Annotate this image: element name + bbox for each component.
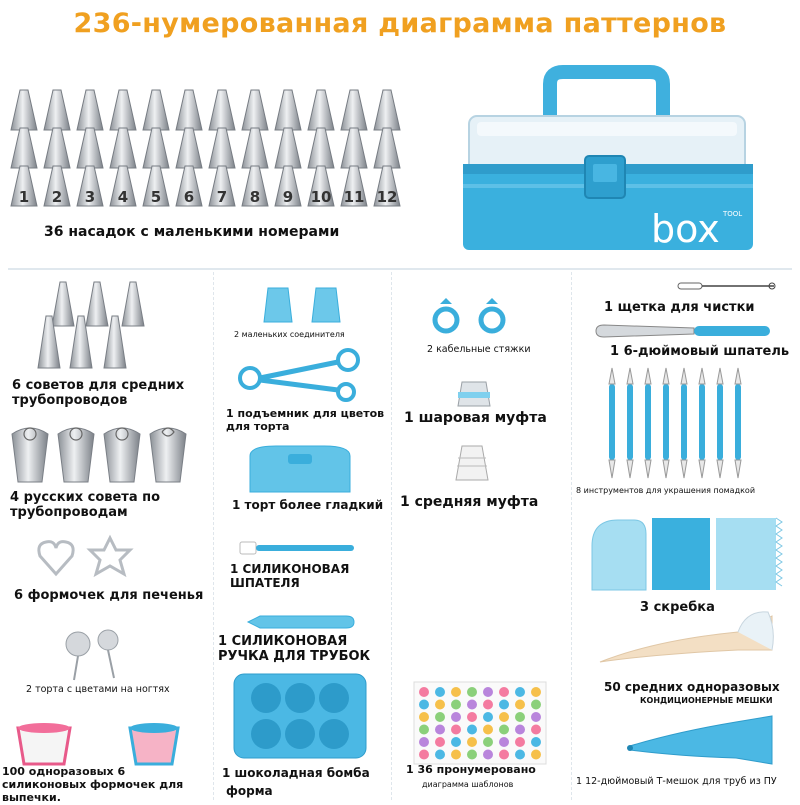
nozzle-number: 7 <box>216 188 228 206</box>
chocolate-bomb-mold-image <box>232 672 368 760</box>
pattern-dot <box>499 712 509 722</box>
pattern-chart-label-2: диаграмма шаблонов <box>422 780 514 789</box>
fondant-tool-icon <box>717 384 723 460</box>
pattern-dot <box>531 737 541 747</box>
pattern-dot <box>451 737 461 747</box>
cable-ties-image <box>432 296 512 336</box>
nozzle-number: 6 <box>183 188 195 206</box>
fondant-tool-tip <box>699 368 705 384</box>
chocolate-bomb-label: 1 шоколадная бомба <box>222 766 370 780</box>
disposable-bags-label-2: КОНДИЦИОНЕРНЫЕ МЕШКИ <box>640 696 773 705</box>
nozzle-number: 12 <box>376 188 398 206</box>
fondant-tool-tip <box>627 460 633 478</box>
scrapers-image <box>588 516 782 592</box>
pattern-dot <box>499 725 509 735</box>
silicone-spatula-image <box>238 538 358 558</box>
fondant-tool-tip <box>645 368 651 384</box>
section-divider <box>8 268 792 270</box>
pattern-dot <box>499 737 509 747</box>
pattern-dot <box>435 712 445 722</box>
piping-pen-label: 1 СИЛИКОНОВАЯ РУЧКА ДЛЯ ТРУБОК <box>218 634 371 665</box>
small-couplers-image <box>262 284 352 326</box>
medium-coupler-label: 1 средняя муфта <box>400 494 539 510</box>
spatula-image <box>594 322 774 340</box>
pattern-dot <box>451 700 461 710</box>
nozzle-number: 2 <box>51 188 63 206</box>
medium-tips-image <box>36 280 156 372</box>
pattern-dot <box>515 737 525 747</box>
piping-nozzle-icon <box>11 90 37 130</box>
piping-nozzle-icon <box>77 90 103 130</box>
piping-nozzle-icon <box>242 90 268 130</box>
column-divider <box>391 272 392 800</box>
baking-cups-image <box>10 720 190 766</box>
pattern-dot <box>515 725 525 735</box>
pattern-dot <box>467 700 477 710</box>
fondant-tool-tip <box>699 460 705 478</box>
nozzle-number: 3 <box>84 188 96 206</box>
pattern-dot <box>515 750 525 760</box>
piping-nozzle-icon <box>242 128 268 168</box>
pattern-dot <box>435 687 445 697</box>
piping-pen-image <box>246 612 356 632</box>
fondant-tool-tip <box>681 460 687 478</box>
pattern-dot <box>483 700 493 710</box>
russian-tips-label: 4 русских совета по трубопроводам <box>10 490 161 521</box>
piping-nozzles-image <box>8 88 418 208</box>
fondant-tool-tip <box>609 460 615 478</box>
medium-coupler-image <box>452 444 492 484</box>
nozzle-number: 8 <box>249 188 261 206</box>
fondant-tool-tip <box>681 368 687 384</box>
pattern-dot <box>451 725 461 735</box>
pattern-dot <box>531 750 541 760</box>
flower-lifter-image <box>236 348 366 402</box>
small-couplers-label: 2 маленьких соединителя <box>234 330 345 339</box>
fondant-tool-tip <box>663 368 669 384</box>
pattern-dot <box>467 687 477 697</box>
piping-nozzle-icon <box>44 90 70 130</box>
silicone-spatula-label: 1 СИЛИКОНОВАЯ ШПАТЕЛЯ <box>230 562 350 591</box>
flower-lifter-label: 1 подъемник для цветов для торта <box>226 407 385 433</box>
nozzle-number: 10 <box>310 188 332 206</box>
ball-coupler-image <box>454 378 494 410</box>
piping-nozzle-icon <box>308 128 334 168</box>
pattern-dot <box>483 750 493 760</box>
pattern-dot <box>419 750 429 760</box>
nozzle-number: 11 <box>343 188 365 206</box>
fondant-tool-icon <box>645 384 651 460</box>
disposable-bags-image <box>596 610 776 674</box>
pattern-dot <box>531 725 541 735</box>
russian-tips-image <box>8 422 204 484</box>
pattern-dot <box>467 725 477 735</box>
piping-nozzle-icon <box>341 90 367 130</box>
scrapers-label: 3 скребка <box>640 600 715 615</box>
pattern-chart-image <box>414 682 546 764</box>
cleaning-brush-label: 1 щетка для чистки <box>604 300 755 315</box>
pattern-dot <box>499 700 509 710</box>
flower-nails-image <box>60 630 130 680</box>
spatula-label: 1 6-дюймовый шпатель <box>610 344 790 359</box>
piping-nozzle-icon <box>176 128 202 168</box>
flower-nails-label: 2 торта с цветами на ногтях <box>26 684 170 695</box>
fondant-tool-tip <box>717 368 723 384</box>
fondant-tool-icon <box>609 384 615 460</box>
pattern-dot <box>531 687 541 697</box>
disposable-bags-label: 50 средних одноразовых <box>604 680 780 694</box>
medium-tips-label: 6 советов для средних трубопроводов <box>12 378 185 409</box>
pattern-dot <box>531 712 541 722</box>
fondant-tool-icon <box>699 384 705 460</box>
pattern-dot <box>419 687 429 697</box>
cleaning-brush-image <box>676 278 776 294</box>
piping-nozzle-icon <box>275 90 301 130</box>
pattern-dot <box>419 712 429 722</box>
pattern-dot <box>531 700 541 710</box>
piping-nozzle-icon <box>143 90 169 130</box>
piping-nozzle-icon <box>209 90 235 130</box>
pattern-dot <box>419 737 429 747</box>
nozzle-number: 1 <box>18 188 30 206</box>
pattern-dot <box>451 750 461 760</box>
pattern-dot <box>499 750 509 760</box>
cookie-cutters-label: 6 формочек для печенья <box>14 588 204 603</box>
fondant-tool-icon <box>663 384 669 460</box>
pattern-dot <box>451 712 461 722</box>
cookie-cutters-image <box>36 534 146 580</box>
chocolate-bomb-label-2: форма <box>226 784 273 798</box>
nozzle-number: 5 <box>150 188 162 206</box>
pattern-dot <box>419 700 429 710</box>
fondant-tool-icon <box>681 384 687 460</box>
piping-nozzle-icon <box>77 128 103 168</box>
piping-nozzle-icon <box>308 90 334 130</box>
fondant-tools-image <box>604 364 750 482</box>
fondant-tool-tip <box>627 368 633 384</box>
pattern-dot <box>515 712 525 722</box>
piping-nozzle-icon <box>341 128 367 168</box>
piping-nozzle-icon <box>176 90 202 130</box>
fondant-tools-label: 8 инструментов для украшения помадкой <box>576 486 756 495</box>
pattern-dot <box>483 712 493 722</box>
fondant-tool-icon <box>627 384 633 460</box>
cake-smoother-image <box>246 442 354 494</box>
nozzle-number: 4 <box>117 188 129 206</box>
pattern-dot <box>515 687 525 697</box>
fondant-tool-tip <box>663 460 669 478</box>
fondant-tool-tip <box>735 368 741 384</box>
piping-nozzle-icon <box>374 90 400 130</box>
ball-coupler-label: 1 шаровая муфта <box>404 410 547 426</box>
piping-nozzle-icon <box>110 90 136 130</box>
piping-nozzle-icon <box>209 128 235 168</box>
page-title: 236-нумерованная диаграмма паттернов <box>73 8 727 39</box>
pattern-dot <box>499 687 509 697</box>
pattern-dot <box>435 737 445 747</box>
pattern-dot <box>483 725 493 735</box>
pattern-dot <box>451 687 461 697</box>
piping-nozzle-icon <box>374 128 400 168</box>
pattern-chart-label: 1 36 пронумеровано <box>406 763 536 776</box>
cake-smoother-label: 1 торт более гладкий <box>232 498 384 512</box>
nozzles-caption: 36 насадок с маленькими номерами <box>44 224 340 240</box>
pu-bag-image <box>626 712 776 768</box>
pattern-dot <box>515 700 525 710</box>
piping-nozzle-icon <box>143 128 169 168</box>
pu-bag-label: 1 12-дюймовый Т-мешок для труб из ПУ <box>576 776 777 787</box>
pattern-dot <box>435 725 445 735</box>
fondant-tool-icon <box>735 384 741 460</box>
pattern-dot <box>483 737 493 747</box>
pattern-dot <box>435 750 445 760</box>
piping-nozzle-icon <box>110 128 136 168</box>
pattern-dot <box>419 725 429 735</box>
pattern-dot <box>467 712 477 722</box>
cable-ties-label: 2 кабельные стяжки <box>427 344 531 355</box>
fondant-tool-tip <box>717 460 723 478</box>
box-brand-text: box <box>651 207 720 251</box>
pattern-dot <box>467 750 477 760</box>
nozzle-number: 9 <box>282 188 294 206</box>
pattern-dot <box>435 700 445 710</box>
pattern-dot <box>483 687 493 697</box>
baking-cups-label: 100 одноразовых 6 силиконовых формочек для выпечки. <box>2 765 184 804</box>
piping-nozzle-icon <box>275 128 301 168</box>
box-brand-small: TOOL <box>723 210 743 218</box>
fondant-tool-tip <box>609 368 615 384</box>
pattern-dot <box>467 737 477 747</box>
fondant-tool-tip <box>645 460 651 478</box>
piping-nozzle-icon <box>11 128 37 168</box>
fondant-tool-tip <box>735 460 741 478</box>
column-divider <box>213 272 214 800</box>
toolbox-image <box>455 64 755 264</box>
piping-nozzle-icon <box>44 128 70 168</box>
